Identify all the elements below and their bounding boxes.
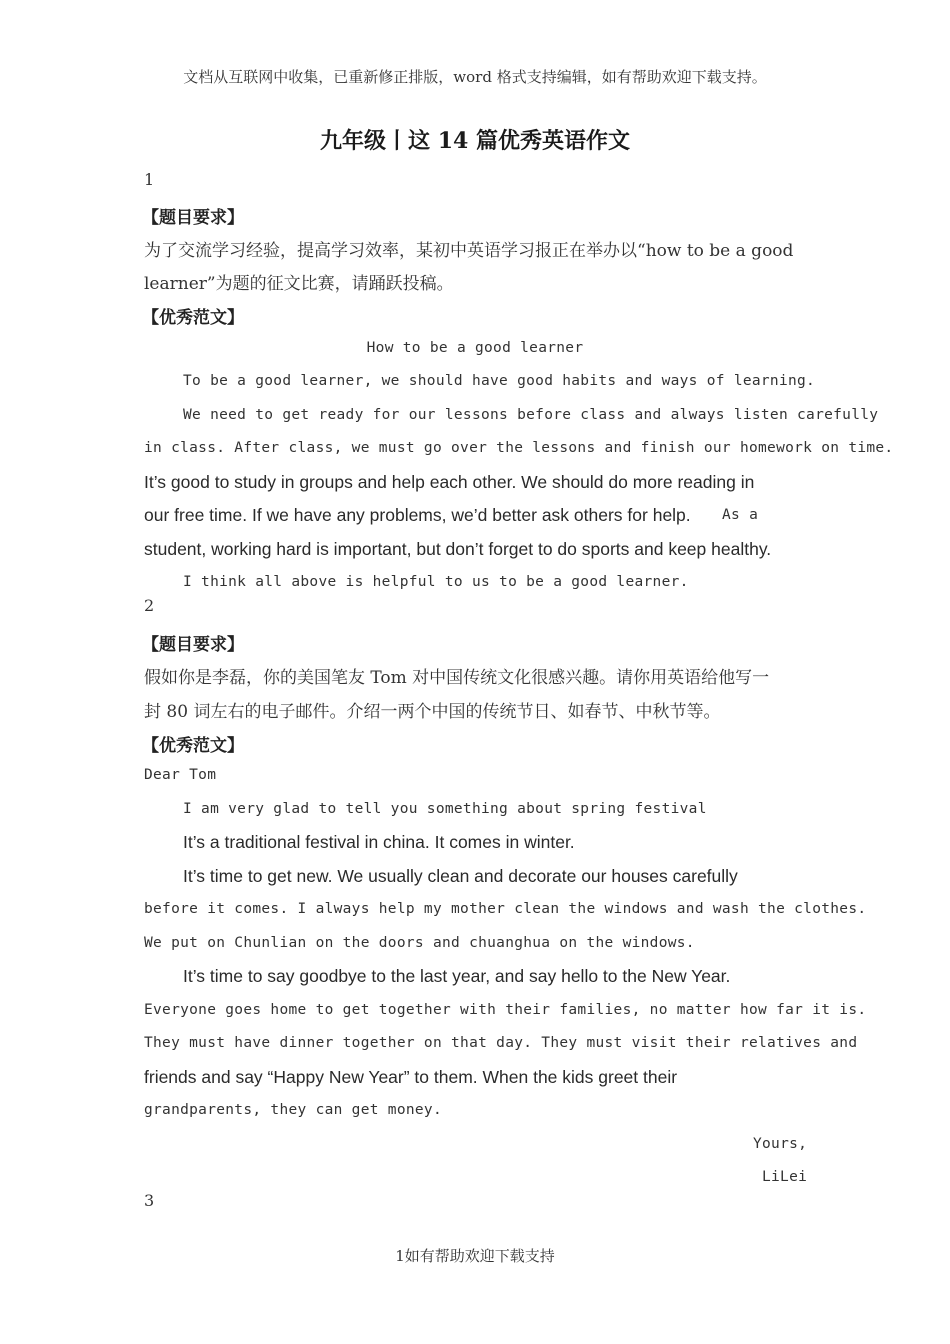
essay-line: They must have dinner together on that day. They must visit their relatives and bbox=[144, 1035, 858, 1051]
essay-paragraph: To be a good learner, we should have good habits and ways of learning. bbox=[183, 373, 816, 389]
page-title: 九年级丨这 14 篇优秀英语作文 bbox=[320, 128, 630, 154]
requirement-text: learner”为题的征文比赛，请踊跃投稿。 bbox=[144, 274, 454, 294]
essay-line: in class. After class, we must go over the lessons and finish our homework on time. bbox=[144, 440, 894, 456]
essay-line: It’s time to get new. We usually clean and decorate our houses carefully bbox=[183, 866, 738, 886]
requirement-text: 封 80 词左右的电子邮件。介绍一两个中国的传统节日、如春节、中秋节等。 bbox=[144, 702, 721, 722]
essay-number: 2 bbox=[144, 596, 155, 615]
essay-line: grandparents, they can get money. bbox=[144, 1102, 442, 1118]
essay-line: student, working hard is important, but don’t forget to do sports and keep healthy. bbox=[144, 539, 772, 559]
model-essay-heading: 【优秀范文】 bbox=[142, 736, 244, 756]
letter-signature: LiLei bbox=[762, 1169, 808, 1185]
essay-line: We need to get ready for our lessons before class and always listen carefully bbox=[183, 407, 879, 423]
header-note: 文档从互联网中收集，已重新修正排版，word 格式支持编辑，如有帮助欢迎下载支持。 bbox=[183, 68, 767, 86]
essay-line: I am very glad to tell you something about spring festival bbox=[183, 801, 707, 817]
letter-greeting: Dear Tom bbox=[144, 767, 217, 783]
essay-line: friends and say “Happy New Year” to them. When the kids greet their bbox=[144, 1067, 678, 1087]
essay-title: How to be a good learner bbox=[366, 340, 584, 356]
requirement-text: 假如你是李磊，你的美国笔友 Tom 对中国传统文化很感兴趣。请你用英语给他写一 bbox=[144, 668, 770, 688]
essay-line: It’s time to say goodbye to the last year, and say hello to the New Year. bbox=[183, 966, 731, 986]
essay-paragraph: I think all above is helpful to us to be a good learner. bbox=[183, 574, 689, 590]
essay-number: 1 bbox=[144, 170, 155, 189]
essay-line: It’s a traditional festival in china. It comes in winter. bbox=[183, 832, 575, 852]
model-essay-heading: 【优秀范文】 bbox=[142, 308, 244, 328]
page-footer: 1如有帮助欢迎下载支持 bbox=[395, 1247, 555, 1265]
requirement-text: 为了交流学习经验，提高学习效率，某初中英语学习报正在举办以“how to be a good bbox=[144, 241, 794, 261]
essay-line: before it comes. I always help my mother clean the windows and wash the clothes. bbox=[144, 901, 867, 917]
essay-number: 3 bbox=[144, 1191, 155, 1210]
essay-line: It’s good to study in groups and help each other. We should do more reading in bbox=[144, 472, 755, 492]
essay-line: Everyone goes home to get together with their families, no matter how far it is. bbox=[144, 1002, 867, 1018]
essay-line: As a bbox=[722, 507, 759, 523]
requirement-heading: 【题目要求】 bbox=[142, 208, 244, 228]
letter-closing: Yours, bbox=[753, 1136, 808, 1152]
essay-line: our free time. If we have any problems, we’d better ask others for help. bbox=[144, 505, 691, 525]
essay-line: We put on Chunlian on the doors and chuanghua on the windows. bbox=[144, 935, 695, 951]
requirement-heading: 【题目要求】 bbox=[142, 635, 244, 655]
